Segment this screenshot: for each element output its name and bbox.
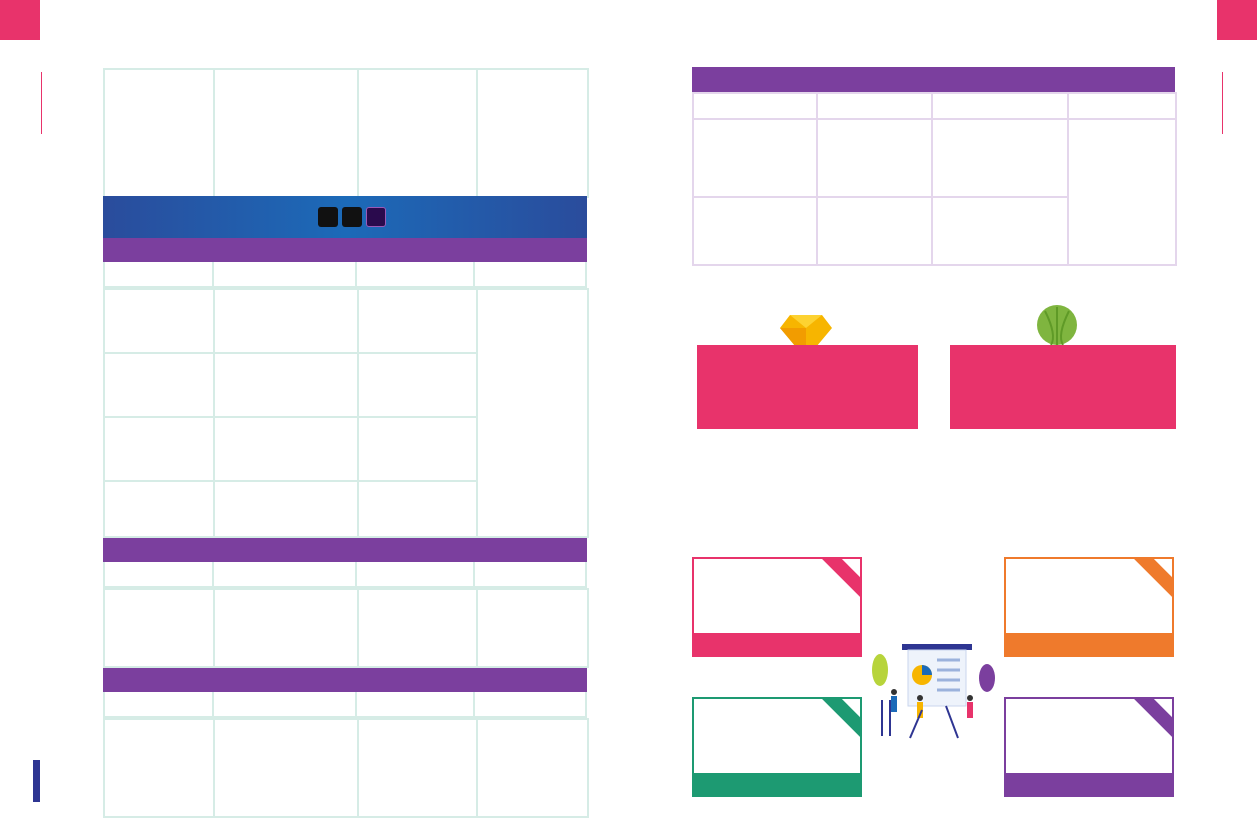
row-name <box>104 481 214 537</box>
row-name <box>693 197 817 265</box>
row-name <box>104 289 214 353</box>
basics-table <box>103 288 589 538</box>
coreldraw-gift-box <box>950 345 1176 429</box>
career-card-graphic <box>692 557 862 657</box>
page-number-right <box>1217 0 1257 40</box>
header-content <box>817 93 932 119</box>
card-price <box>694 773 860 795</box>
row-name <box>104 417 214 481</box>
row-output <box>477 69 588 197</box>
card-price <box>694 633 860 655</box>
right-divider-line <box>1222 72 1223 134</box>
career-card-video <box>1004 557 1174 657</box>
row-output <box>477 589 588 667</box>
row-goal <box>358 289 477 353</box>
row-output <box>477 719 588 817</box>
header-output <box>1068 93 1176 119</box>
header-goal <box>357 562 475 586</box>
team-presentation-illustration-icon <box>862 640 1006 740</box>
basics-output <box>477 289 588 537</box>
row-goal <box>932 197 1068 265</box>
row-goal <box>358 69 477 197</box>
header-output <box>475 262 585 286</box>
shooting-table <box>103 588 589 668</box>
navy-accent-bar <box>33 760 40 802</box>
row-goal <box>358 353 477 417</box>
prototype-table <box>103 68 589 198</box>
header-goal <box>357 692 475 716</box>
header-chapter <box>105 692 214 716</box>
card-price <box>1006 633 1172 655</box>
row-goal <box>358 417 477 481</box>
sketch-gift-box <box>697 345 918 429</box>
row-name <box>104 719 214 817</box>
tiktok-logo-icon <box>342 207 362 227</box>
basics-title <box>103 238 587 262</box>
basics-header-row <box>103 262 587 288</box>
header-goal <box>932 93 1068 119</box>
shooting-title <box>103 538 587 562</box>
header-goal <box>357 262 475 286</box>
career-card-allround <box>1004 697 1174 797</box>
header-content <box>214 692 357 716</box>
editing-header-row <box>103 692 587 718</box>
card-price <box>1006 773 1172 795</box>
premiere-logo-icon <box>366 207 386 227</box>
operation-title <box>692 67 1175 92</box>
section-title-banner <box>103 196 587 238</box>
editing-title <box>103 668 587 692</box>
left-divider-line <box>41 72 42 134</box>
header-output <box>475 692 585 716</box>
row-goal <box>358 589 477 667</box>
header-chapter <box>693 93 817 119</box>
capcut-logo-icon <box>318 207 338 227</box>
shooting-header-row <box>103 562 587 588</box>
row-name <box>104 353 214 417</box>
header-content <box>214 262 357 286</box>
header-chapter <box>105 262 214 286</box>
row-goal <box>358 719 477 817</box>
row-goal <box>932 119 1068 197</box>
header-content <box>214 562 357 586</box>
row-name <box>104 69 214 197</box>
page-number-left <box>0 0 40 40</box>
operation-table <box>692 92 1177 266</box>
row-goal <box>358 481 477 537</box>
career-card-ui <box>692 697 862 797</box>
row-name <box>104 589 214 667</box>
header-output <box>475 562 585 586</box>
editing-table <box>103 718 589 818</box>
side-slogan <box>33 175 51 197</box>
row-name <box>693 119 817 197</box>
header-chapter <box>105 562 214 586</box>
operation-output <box>1068 119 1176 265</box>
